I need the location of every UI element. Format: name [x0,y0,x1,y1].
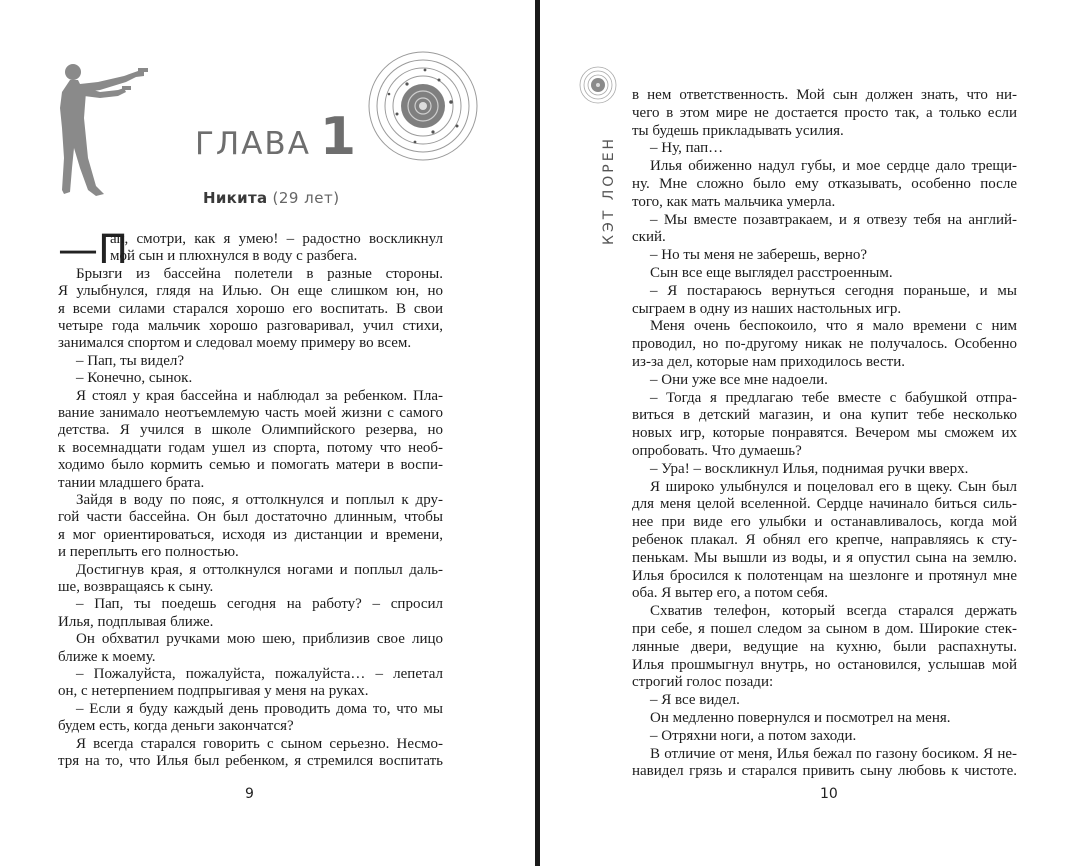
text-line: ну. Мне сложно было ему отказывать, особенно после [632,176,1017,192]
drop-cap: —П [58,227,129,273]
text-line: Я улыбнулся, глядя на Илью. Он еще слишком юн, но [58,283,443,300]
text-line: Илья бросился к полотенцам на шезлонге и протянул мне [632,567,1017,584]
text-line: Илья прошмыгнул внутрь, но остановился, услышав мой [632,656,1017,673]
text-line: Он медленно повернулся и посмотрел на меня. [650,710,951,726]
text-line: тании младшего брата. [58,474,205,491]
text-line: строгий голос позади: [632,674,774,691]
shooting-target-icon [367,50,479,162]
text-line: Схватив телефон, который всегда старался держать [650,603,1017,620]
text-line: – Пап, ты поедешь сегодня на работу? – спросил [76,596,443,613]
text-line: ребенок плакал. Я обнял его крепче, направляясь к сту- [632,532,1017,548]
text-line: – Но ты меня не заберешь, верно? [650,247,868,264]
text-line: навидел грязь и старался привить сыну любовь к чистоте. [632,763,1017,780]
text-line: оба. Я вытер его, а потом себя. [632,585,829,602]
text-line: – Отряхни ноги, а потом заходи. [650,727,857,744]
text-line: занимался спортом и следовал моему примеру во всем. [58,335,412,352]
text-line: лянные двери, ведущие на кухню, были распахнуты. [632,638,1017,655]
text-line: четыре года мальчик хорошо разговаривал, учил стихи, [58,318,443,334]
text-line: Достигнув края, я оттолкнулся ногами и поплыл даль- [76,561,443,578]
text-line: – Ну, пап… [650,140,724,157]
text-line: вание занимало неотъемлемую часть моей жизни с самого [58,405,443,421]
text-line: Зайдя в воду по пояс, я оттолкнулся и поплыл к дру- [76,492,443,508]
text-line: я мог ориентироваться, исходя из дистанции и времени, [58,526,443,543]
gunman-silhouette-icon [40,58,150,208]
author-name: КЭТ ЛОРЕН [601,135,617,245]
text-line: ап, смотри, как я умею! – радостно воскликнул [110,231,443,247]
text-line: – Ура! – воскликнул Илья, поднимая ручки вверх. [650,460,969,477]
text-line: Илья обиженно надул губы, и мое сердце дало трещи- [650,158,1017,175]
text-line: в нем ответственность. Мой сын должен знать, что ни- [632,87,1017,103]
text-line: ты будешь прикладывать усилия. [632,122,844,139]
text-line: ближе к моему. [58,648,156,665]
text-line: виться в детский магазин, и она купит тебе несколько [632,407,1017,424]
text-line: опробовать. Что думаешь? [632,443,802,459]
text-line: – Они уже все мне надоели. [650,371,828,388]
text-line: при себе, я пошел следом за сыном в дом. Широкие стек- [632,621,1017,637]
text-line: гой части бассейна. Он был достаточно длинным, чтобы [58,509,443,526]
text-line: – Я постараюсь вернуться сегодня пораньше, и мы [650,282,1017,299]
pov-heading [203,188,340,207]
left-page [0,0,536,866]
text-line: он, с нетерпением подпрыгивая у меня на руках. [58,683,369,700]
text-line: чего в этом мире не достается просто так, а только если [632,104,1017,121]
text-line: новых игр, которые понравятся. Вечером мы сможем их [632,425,1017,442]
text-line: Я широко улыбнулся и поцеловал его в щеку. Сын был [650,478,1017,495]
text-line: Илья, подплывая ближе. [58,613,214,630]
text-line: я всеми силами старался хорошо его воспитать. В свои [58,300,443,317]
text-line: нее при виде его улыбки и останавливалось, когда мой [632,514,1017,531]
text-line: ский. [632,229,666,246]
pov-name: Никита [203,189,268,207]
running-header-author [599,135,619,245]
text-line: из-за дел, которые нам приходилось вести. [632,354,905,370]
text-line: Меня очень беспокоило, что я мало времени с ним [650,318,1017,335]
chapter-number: 1 [319,107,357,167]
small-target-icon [579,66,617,104]
text-line: к восемнадцати годам ушел из спорта, потому что необ- [58,439,443,456]
text-line: и переплыть его полностью. [58,544,239,561]
text-line: проводил, но по-другому никак не получалось. Особенно [632,336,1017,353]
right-page [540,0,1076,866]
page-number-right: 10 [820,786,838,802]
text-line: – Пожалуйста, пожалуйста, пожалуйста… – лепетал [76,666,443,682]
text-line: тря на то, что Илья был ребенком, я стремился воспитать [58,753,443,769]
text-line: Я стоял у края бассейна и наблюдал за ребенком. Пла- [76,387,443,404]
text-line: ходимо было кормить семью и помогать матери в воспи- [58,457,443,474]
text-line: детства. Я учился в школе Олимпийского резерва, но [58,422,443,439]
text-line: сыграем в одну из наших настольных игр. [632,300,902,317]
text-line: того, как мать мальчика умерла. [632,193,836,210]
text-line: Сын все еще выглядел расстроенным. [650,265,893,281]
text-line: ше, возвращаясь к сыну. [58,579,214,595]
pov-age: (29 лет) [272,189,340,207]
text-line: Брызги из бассейна полетели в разные стороны. [76,265,443,282]
text-line: В отличие от меня, Илья бежал по газону босиком. Я не- [650,745,1017,762]
text-line: – Если я буду каждый день проводить дома то, что мы [76,700,443,717]
page-number-left: 9 [245,786,254,802]
text-line: для меня целой вселенной. Сердце начинало биться силь- [632,496,1017,513]
text-line: – Пап, ты видел? [76,352,184,369]
text-line: – Тогда я предлагаю тебе вместе с бабушкой отпра- [650,389,1017,406]
text-line: будем есть, когда деньги закончатся? [58,718,294,735]
text-line: Он обхватил ручками мою шею, приблизив свое лицо [76,631,443,648]
chapter-word: ГЛАВА [195,126,311,162]
text-line: Я всегда старался говорить с сыном серьезно. Несмо- [76,735,443,752]
text-line: мой сын и плюхнулся в воду с разбега. [110,248,358,265]
text-line: – Конечно, сынок. [76,370,193,387]
chapter-heading [195,107,357,167]
text-line: – Мы вместе позавтракаем, и я отвезу тебя на англий- [650,211,1017,228]
text-line: – Я все видел. [650,692,740,709]
text-line: пенькам. Мы вышли из воды, и я опустил сына на землю. [632,549,1017,566]
